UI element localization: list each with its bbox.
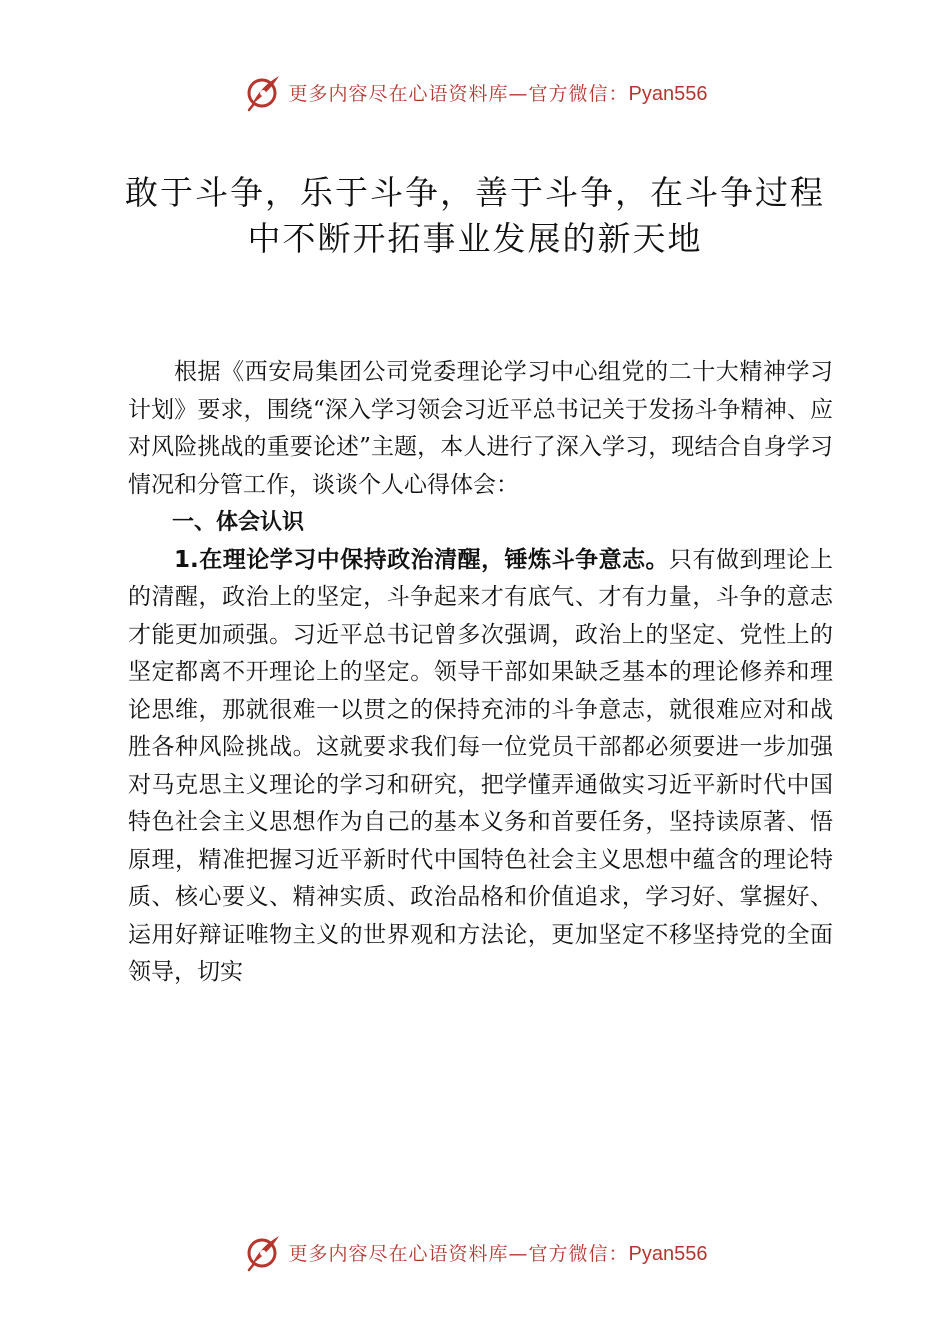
header-watermark bbox=[0, 70, 950, 114]
point-1-paragraph bbox=[128, 542, 833, 992]
wechat-id: Pyan556 bbox=[628, 1242, 708, 1265]
wechat-id: Pyan556 bbox=[628, 82, 708, 105]
title-line-2: 中不断开拓事业发展的新天地 bbox=[247, 219, 703, 258]
watermark-text bbox=[289, 79, 708, 106]
point-1-lead: 1.在理论学习中保持政治清醒，锤炼斗争意志。 bbox=[174, 546, 670, 573]
document-title bbox=[100, 170, 850, 262]
watermark-label: 更多内容尽在心语资料库—官方微信： bbox=[288, 82, 629, 105]
document-body bbox=[128, 354, 833, 992]
title-line-1: 敢于斗争，乐于斗争，善于斗争，在斗争过程 bbox=[125, 173, 825, 212]
footer-watermark bbox=[0, 1230, 950, 1274]
section-heading: 一、体会认识 bbox=[172, 510, 305, 535]
intro-paragraph: 根据《西安局集团公司党委理论学习中心组党的二十大精神学习计划》要求，围绕“深入学习领会习近平总书记关于发扬斗争精神、应对风险挑战的重要论述”主题，本人进行了深入学习，现结合自身学习情况和分管工作，谈谈个人心得体会： bbox=[128, 359, 833, 498]
point-1-body: 只有做到理论上的清醒，政治上的坚定，斗争起来才有底气、才有力量，斗争的意志才能更加顽强。习近平总书记曾多次强调，政治上的坚定、党性上的坚定都离不开理论上的坚定。领导干部如果缺乏基本的理论修养和理论思维，那就很难一以贯之的保持充沛的斗争意志，就很难应对和战胜各种风险挑战。这就要求我们每一位党员干部都必须要进一步加强对马克思主义理论的学习和研究，把学懂弄通做实习近平新时代中国特色社会主义思想作为自己的基本义务和首要任务，坚持读原著、悟原理，精准把握习近平新时代中国特色社会主义思想中蕴含的理论特质、核心要义、精神实质、政治品格和价值追求，学习好、掌握好、运用好辩证唯物主义的世界观和方法论，更加坚定不移坚持党的全面领导，切实 bbox=[128, 546, 833, 985]
watermark-text bbox=[289, 1239, 708, 1266]
quill-pen-logo-icon bbox=[243, 1232, 283, 1272]
quill-pen-logo-icon bbox=[243, 72, 283, 112]
watermark-label: 更多内容尽在心语资料库—官方微信： bbox=[288, 1242, 629, 1265]
